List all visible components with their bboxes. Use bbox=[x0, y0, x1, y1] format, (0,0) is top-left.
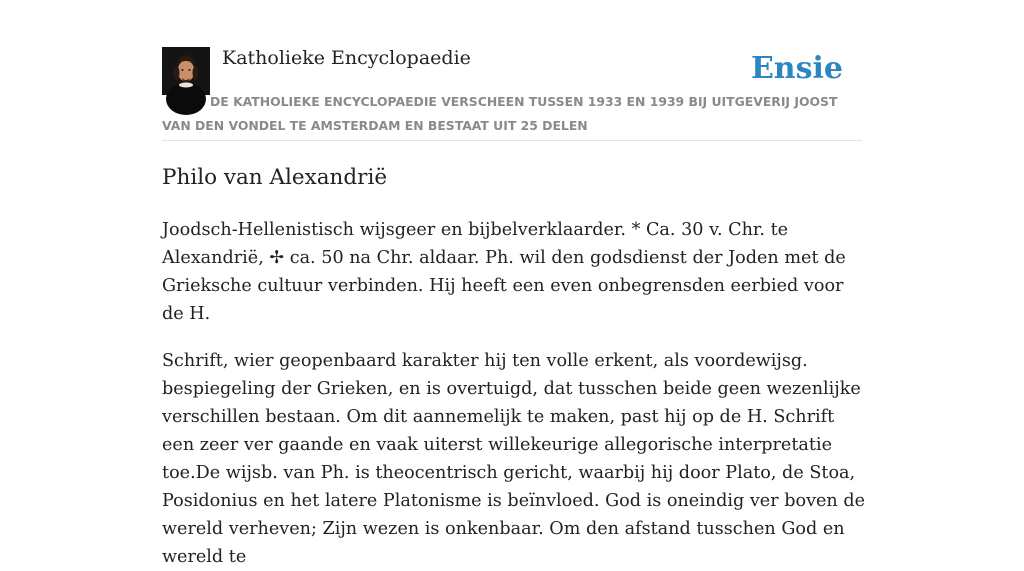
article-title: Philo van Alexandrië bbox=[162, 165, 388, 190]
publication-header bbox=[162, 46, 862, 141]
article bbox=[162, 162, 868, 571]
article-paragraph: Joodsch-Hellenistisch wijsgeer en bijbelverklaarder. * Ca. 30 v. Chr. te Alexandrië, ✢ ca. 50 na Chr. aldaar. Ph. wil den godsdienst der Joden met de Grieksche cultuur verbinden. Hij heeft een even onbegrensden eerbied voor de H. bbox=[162, 220, 846, 324]
brand-logo[interactable]: Ensie bbox=[750, 51, 843, 86]
publication-title[interactable]: Katholieke Encyclopaedie bbox=[222, 47, 471, 69]
publication-description: DE KATHOLIEKE ENCYCLOPAEDIE VERSCHEEN TUSSEN 1933 EN 1939 BIJ UITGEVERIJ JOOST VAN DEN VONDEL TE AMSTERDAM EN BESTAAT UIT 25 DELEN bbox=[162, 94, 838, 133]
article-paragraph: Schrift, wier geopenbaard karakter hij ten volle erkent, als voordewijsg. bespiegeling der Grieken, en is overtuigd, dat tusschen beide geen wezenlijke verschillen bestaan. Om dit aannemelijk te maken, past hij op de H. Schrift een zeer ver gaande en vaak uiterst willekeurige allegorische interpretatie toe.De wijsb. van Ph. is theocentrisch gericht, waarbij hij door Plato, de Stoa, Posidonius en het latere Platonisme is beïnvloed. God is oneindig ver boven de wereld verheven; Zijn wezen is onkenbaar. Om den afstand tusschen God en wereld te bbox=[162, 351, 866, 567]
portrait-icon bbox=[162, 47, 210, 95]
publication-avatar[interactable] bbox=[162, 47, 210, 95]
